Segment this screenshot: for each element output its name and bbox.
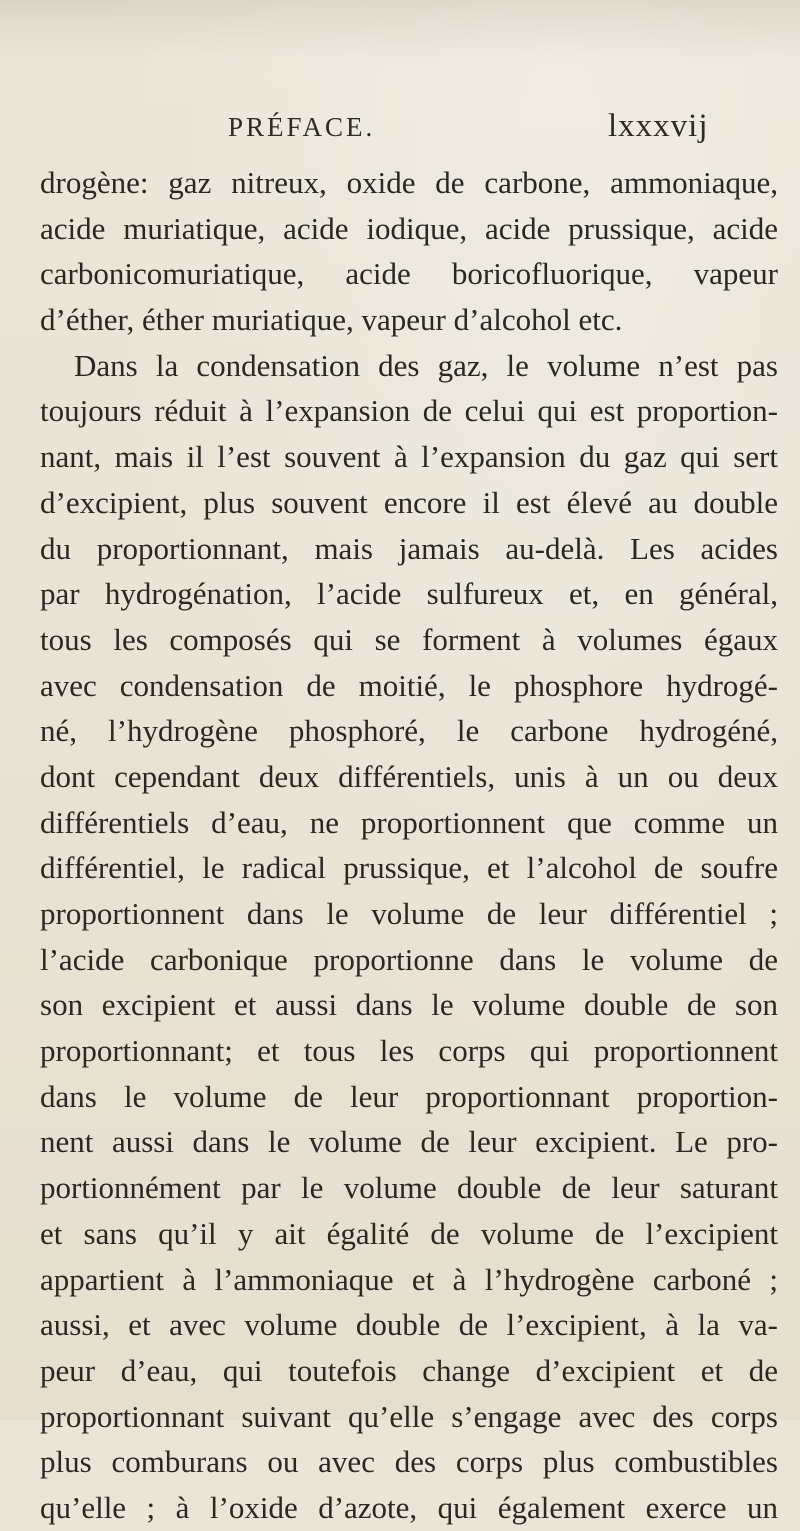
text-line: nant, mais il l’est souvent à l’expansion du gaz qui sert <box>40 439 778 475</box>
body-text <box>40 160 778 1531</box>
text-line: avec condensation de moitié, le phosphore hydrogé- <box>40 667 778 703</box>
text-line: différentiel, le radical prussique, et l’alcohol de soufre <box>40 850 778 886</box>
text-line: né, l’hydrogène phosphoré, le carbone hydrogéné, <box>40 713 778 749</box>
text-line: différentiels d’eau, ne proportionnent que comme un <box>40 804 778 840</box>
text-line: d’éther, éther muriatique, vapeur d’alcohol etc. <box>40 302 623 338</box>
page-top-shadow <box>0 0 800 60</box>
text-line: peur d’eau, qui toutefois change d’excipient et de <box>40 1352 778 1388</box>
page-number: lxxxvij <box>608 108 709 144</box>
text-line: proportionnant; et tous les corps qui proportionnent <box>40 1033 778 1069</box>
text-line: son excipient et aussi dans le volume double de son <box>40 987 778 1023</box>
text-line: tous les composés qui se forment à volumes égaux <box>40 621 778 657</box>
text-line: carbonicomuriatique, acide boricofluorique, vapeur <box>40 256 778 292</box>
text-line: acide muriatique, acide iodique, acide prussique, acide <box>40 210 778 246</box>
text-line: dont cependant deux différentiels, unis à un ou deux <box>40 758 778 794</box>
page-header <box>0 108 800 152</box>
text-line: l’acide carbonique proportionne dans le volume de <box>40 941 778 977</box>
running-head: PRÉFACE. <box>228 112 376 142</box>
text-line: et sans qu’il y ait égalité de volume de l’excipient <box>40 1215 778 1251</box>
text-line: plus comburans ou avec des corps plus combustibles <box>40 1444 778 1480</box>
text-line: d’excipient, plus souvent encore il est élevé au double <box>40 484 778 520</box>
text-line: appartient à l’ammoniaque et à l’hydrogène carboné ; <box>40 1261 778 1297</box>
text-line: proportionnent dans le volume de leur différentiel ; <box>40 896 778 931</box>
text-line: qu’elle ; à l’oxide d’azote, qui également exerce un <box>40 1489 778 1525</box>
text-line: drogène: gaz nitreux, oxide de carbone, ammoniaque, <box>40 165 778 200</box>
text-line: portionnément par le volume double de leur saturant <box>40 1170 778 1206</box>
text-line: nent aussi dans le volume de leur excipient. Le pro- <box>40 1124 778 1160</box>
text-line: par hydrogénation, l’acide sulfureux et, en général, <box>40 576 778 612</box>
text-line: toujours réduit à l’expansion de celui qui est proportion- <box>40 393 778 429</box>
text-line: du proportionnant, mais jamais au-delà. Les acides <box>40 530 778 566</box>
text-line: aussi, et avec volume double de l’excipient, à la va- <box>40 1307 778 1343</box>
text-line: dans le volume de leur proportionnant proportion- <box>40 1078 778 1114</box>
text-line: proportionnant suivant qu’elle s’engage avec des corps <box>40 1398 778 1434</box>
paragraph-first-line: Dans la condensation des gaz, le volume n’est pas <box>74 347 778 383</box>
